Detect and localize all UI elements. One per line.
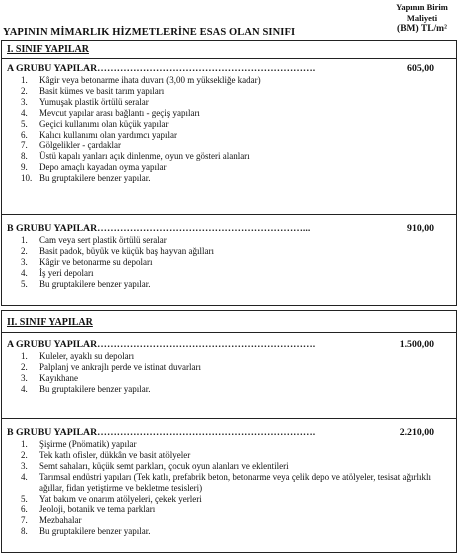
item-text: Tarımsal endüstri yapıları (Tek katlı, prefabrik beton, betonarme veya çelik depo ve atölyeler, tesisat ağırlıklı ağıllar, fidan yetiştirme ve bekletme tesisleri) <box>39 471 431 493</box>
list-item <box>2 257 456 268</box>
item-number: 8. <box>21 151 28 162</box>
list-item <box>2 384 456 395</box>
group-header <box>2 423 456 439</box>
item-number: 7. <box>21 515 28 526</box>
item-number: 5. <box>21 278 28 289</box>
item-text: Kalıcı kullanımı olan yardımcı yapılar <box>39 129 177 140</box>
item-text: Bu gruptakilere benzer yapılar. <box>39 383 151 394</box>
group-a <box>2 59 456 215</box>
item-number: 9. <box>21 162 28 173</box>
item-text: Basit kümes ve basit tarım yapıları <box>39 85 165 96</box>
item-number: 3. <box>21 96 28 107</box>
item-number: 4. <box>21 267 28 278</box>
page-title: YAPININ MİMARLIK HİZMETLERİNE ESAS OLAN SINIFI <box>3 27 296 38</box>
item-text: Yat bakım ve onarım atölyeleri, çekek yerleri <box>39 493 202 504</box>
list-item <box>2 75 456 86</box>
list-item <box>2 515 456 526</box>
item-number: 10. <box>21 173 33 184</box>
list-item <box>2 235 456 246</box>
item-number: 2. <box>21 85 28 96</box>
item-number: 6. <box>21 129 28 140</box>
list-item <box>2 151 456 162</box>
item-number: 4. <box>21 383 28 394</box>
list-item <box>2 450 456 461</box>
item-text: Cam veya sert plastik örtülü seralar <box>39 235 167 245</box>
item-text: Tek katlı ofisler, dükkân ve basit atölyeler <box>39 449 191 460</box>
item-text: Yumuşak plastik örtülü seralar <box>39 96 149 107</box>
list-item <box>2 86 456 97</box>
list-item <box>2 461 456 472</box>
list-item <box>2 119 456 130</box>
column-header-line-2: Maliyeti <box>406 12 438 23</box>
item-number: 4. <box>21 471 28 482</box>
unit-cost-value: 910,00 <box>407 223 434 234</box>
item-text: Gölgelikler - çardaklar <box>39 140 121 151</box>
section-title: II. SINIF YAPILAR <box>2 311 456 333</box>
group-title: B GRUBU YAPILAR…………………………………………………………. <box>7 427 316 438</box>
item-text: Palplanj ve ankrajlı perde ve istinat duvarları <box>39 361 201 372</box>
group-title: A GRUBU YAPILAR…………………………………………………………. <box>7 339 316 350</box>
list-item <box>2 173 456 184</box>
item-number: 1. <box>21 439 28 449</box>
item-number: 7. <box>21 140 28 151</box>
item-number: 1. <box>21 351 28 361</box>
group-header <box>2 335 456 351</box>
group-b <box>2 423 456 540</box>
item-number: 5. <box>21 118 28 129</box>
item-text: Kâgir veya betonarme ihata duvarı (3,00 m yüksekliğe kadar) <box>39 75 261 85</box>
item-number: 1. <box>21 235 28 245</box>
list-item <box>2 373 456 384</box>
unit-cost-value: 1.500,00 <box>399 339 434 350</box>
section-title: I. SINIF YAPILAR <box>2 41 456 59</box>
list-item <box>2 494 456 505</box>
item-text: Kâgir ve betonarme su depoları <box>39 256 153 267</box>
item-text: Semt sahaları, küçük semt parkları, çocuk oyun alanları ve eklentileri <box>39 460 289 471</box>
item-number: 6. <box>21 504 28 515</box>
item-text: Kuleler, ayaklı su depoları <box>39 351 135 361</box>
list-item <box>2 439 456 450</box>
list-item <box>2 351 456 362</box>
item-number: 2. <box>21 361 28 372</box>
item-text: Geçici kullanımı olan küçük yapılar <box>39 118 169 129</box>
item-text: Jeoloji, botanik ve tema parkları <box>39 504 156 515</box>
group-header <box>2 59 456 75</box>
item-text: Mezbahalar <box>39 515 82 526</box>
group-b <box>2 219 456 293</box>
item-number: 3. <box>21 372 28 383</box>
list-item <box>2 130 456 141</box>
item-number: 8. <box>21 526 28 537</box>
item-number: 2. <box>21 449 28 460</box>
item-list <box>2 439 456 540</box>
list-item <box>2 472 456 494</box>
list-item <box>2 268 456 279</box>
item-number: 3. <box>21 460 28 471</box>
list-item <box>2 526 456 537</box>
item-text: Bu gruptakilere benzer yapılar. <box>39 278 151 289</box>
item-list <box>2 351 456 398</box>
item-list <box>2 75 456 187</box>
column-header-line-3: (BM) TL/m² <box>397 24 447 34</box>
group-title: B GRUBU YAPILAR………………………………………………………... <box>7 223 311 234</box>
item-text: Üstü kapalı yanları açık dinlenme, oyun ve gösteri alanları <box>39 151 250 162</box>
item-number: 3. <box>21 256 28 267</box>
item-text: Mevcut yapılar arası bağlantı - geçiş yapıları <box>39 107 200 118</box>
item-number: 5. <box>21 493 28 504</box>
item-text: İş yeri depoları <box>39 267 94 278</box>
unit-cost-value: 605,00 <box>407 63 434 74</box>
item-text: Bu gruptakilere benzer yapılar. <box>39 526 151 537</box>
list-item <box>2 140 456 151</box>
group-title: A GRUBU YAPILAR…………………………………………………………. <box>7 63 316 74</box>
list-item <box>2 362 456 373</box>
item-text: Şişirme (Pnömatik) yapılar <box>39 439 137 449</box>
list-item <box>2 108 456 119</box>
list-item <box>2 504 456 515</box>
group-header <box>2 219 456 235</box>
item-list <box>2 235 456 293</box>
item-number: 4. <box>21 107 28 118</box>
section-class-2 <box>1 310 457 553</box>
unit-cost-column-header <box>381 2 463 35</box>
section-class-1 <box>1 40 457 306</box>
item-number: 1. <box>21 75 28 85</box>
item-text: Depo amaçlı kayadan oyma yapılar <box>39 162 167 173</box>
unit-cost-value: 2.210,00 <box>399 427 434 438</box>
item-number: 2. <box>21 245 28 256</box>
item-text: Bu gruptakilere benzer yapılar. <box>39 173 151 184</box>
list-item <box>2 246 456 257</box>
list-item <box>2 279 456 290</box>
item-text: Kayıkhane <box>39 372 78 383</box>
list-item <box>2 162 456 173</box>
column-header-line-1: Yapının Birim <box>396 2 448 12</box>
group-a <box>2 335 456 419</box>
item-text: Basit padok, büyük ve küçük baş hayvan ağılları <box>39 245 214 256</box>
list-item <box>2 97 456 108</box>
